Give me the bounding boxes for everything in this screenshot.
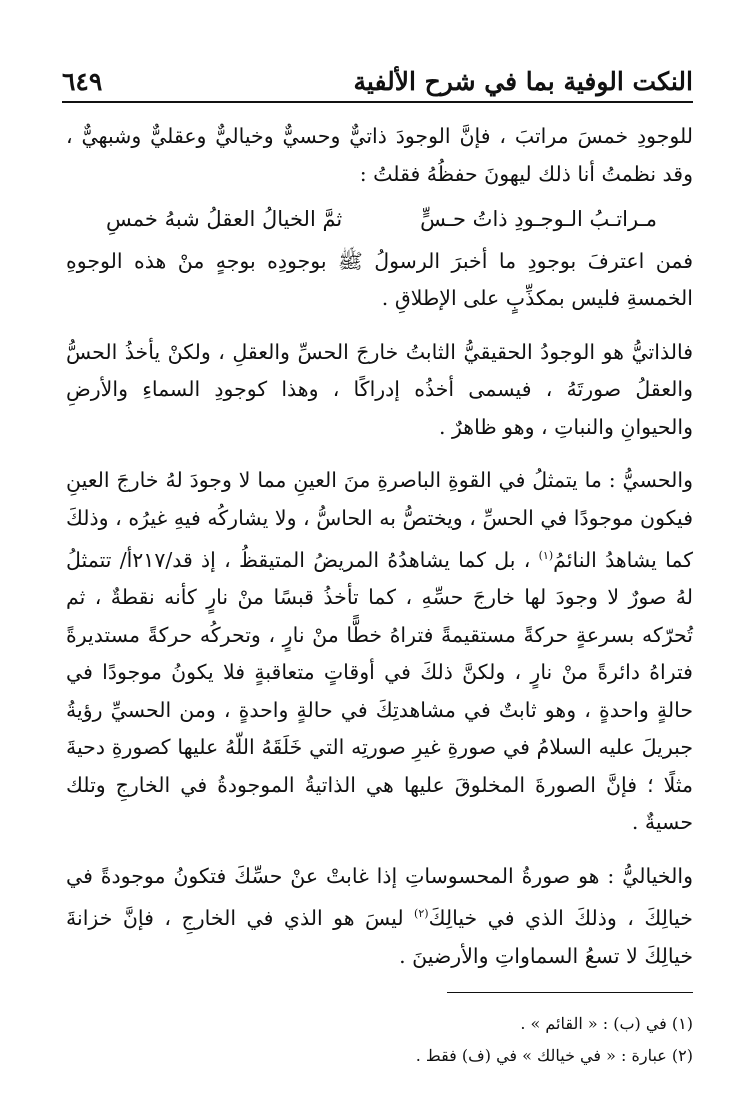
footnote-ref-1[interactable]: (١) <box>538 549 554 562</box>
footnote-1: (١) في (ب) : « القائم » . <box>520 1014 693 1033</box>
paragraph-khayali-part1: والخياليُّ : هو صورةُ المحسوساتِ إذا غابتْ عنْ حسِّكَ فتكونُ موجودةً في خيالِكَ ، وذلكَ الذي في خيالِكَ <box>66 863 693 931</box>
paragraph-khayali-part2: ليسَ هو الذي في الخارجِ ، فإنَّ خزانةَ خيالِكَ لا تسعُ السماواتِ والأرضينَ . <box>66 906 693 968</box>
verse-line <box>66 201 693 239</box>
footnotes <box>66 1008 693 1072</box>
body-text <box>66 118 693 981</box>
paragraph-hissi-part2: ، بل كما يشاهدُهُ المريضُ المتيقظُ ، إذ قد/٢١٧أ/ تتمثلُ لهُ صورٌ لا وجودَ لها خارجَ حسِّهِ ، كما تأخذُ قبسًا منْ نارٍ كأنه نقطةٌ ، ثم تُحرّكه بسرعةٍ حركةً مستقيمةً فتراهُ خطًّا منْ نارٍ ، وتحركُه حركةً مستديرةً فتراهُ دائرةً منْ نارٍ ، ولكنَّ ذلكَ في أوقاتٍ متعاقبةٍ فلا يكونُ موجودًا في حالةٍ واحدةٍ ، وهو ثابتٌ في مشاهدتِكَ في حالةٍ واحدةٍ ، ومن الحسيِّ رؤيةُ جبريلَ عليه السلامُ في صورةِ غيرِ صورتِه التي خَلَقَهُ اللّهُ عليها كصورةِ دحيةَ مثلًا ؛ فإنَّ الصورةَ المخلوقَ عليها هي الذاتيةُ الموجودةُ في الخارجِ وتلك حسيةٌ . <box>66 547 693 835</box>
running-header <box>62 56 693 96</box>
header-rule <box>62 101 693 103</box>
verse-second-hemistich: ثمَّ الخيالُ العقلُ شبهُ خمسِ <box>106 207 343 231</box>
paragraph-hissi-part1: والحسيُّ : ما يتمثلُ في القوةِ الباصرةِ منَ العينِ مما لا وجودَ لهُ خارجَ العينِ فيكون موجودًا في الحسِّ ، ويختصُّ به الحاسُّ ، ولا يشاركُه فيهِ غيرُه ، وذلكَ كما يشاهدُ النائمُ <box>66 468 693 572</box>
footnote-2: (٢) عبارة : « في خيالك » في (ف) فقط . <box>415 1046 693 1065</box>
paragraph-conclusion: فمن اعترفَ بوجودِ ما أخبرَ الرسولُ ﷺ بوجودِه بوجهٍ منْ هذه الوجوهِ الخمسةِ فليس بمكذِّبٍ على الإطلاقِ . <box>66 248 693 310</box>
paragraph-dhati: فالذاتيُّ هو الوجودُ الحقيقيُّ الثابتُ خارجَ الحسِّ والعقلِ ، ولكنْ يأخذُ الحسُّ والعقلُ صورتَهُ ، فيسمى أخذُه إدراكًا ، وهذا كوجودِ السماءِ والأرضِ والحيوانِ والنباتِ ، وهو ظاهرٌ . <box>66 339 693 439</box>
footnote-rule <box>447 992 693 993</box>
footnote-ref-2[interactable]: (٢) <box>414 907 429 921</box>
verse-first-hemistich: مـراتـبُ الـوجـودِ ذاتُ حـسٍّ <box>420 207 657 231</box>
paragraph-intro: للوجودِ خمسَ مراتبَ ، فإنَّ الوجودَ ذاتيٌّ وحسيٌّ وخياليٌّ وعقليٌّ وشبهيٌّ ، وقد نظمتُ أنا ذلك ليهونَ حفظُهُ فقلتُ : <box>66 124 693 186</box>
page-number: ٦٤٩ <box>62 67 103 96</box>
paragraph-khayali <box>66 858 693 975</box>
header-title: النكت الوفية بما في شرح الألفية <box>353 67 693 96</box>
paragraph-hissi <box>66 462 693 842</box>
